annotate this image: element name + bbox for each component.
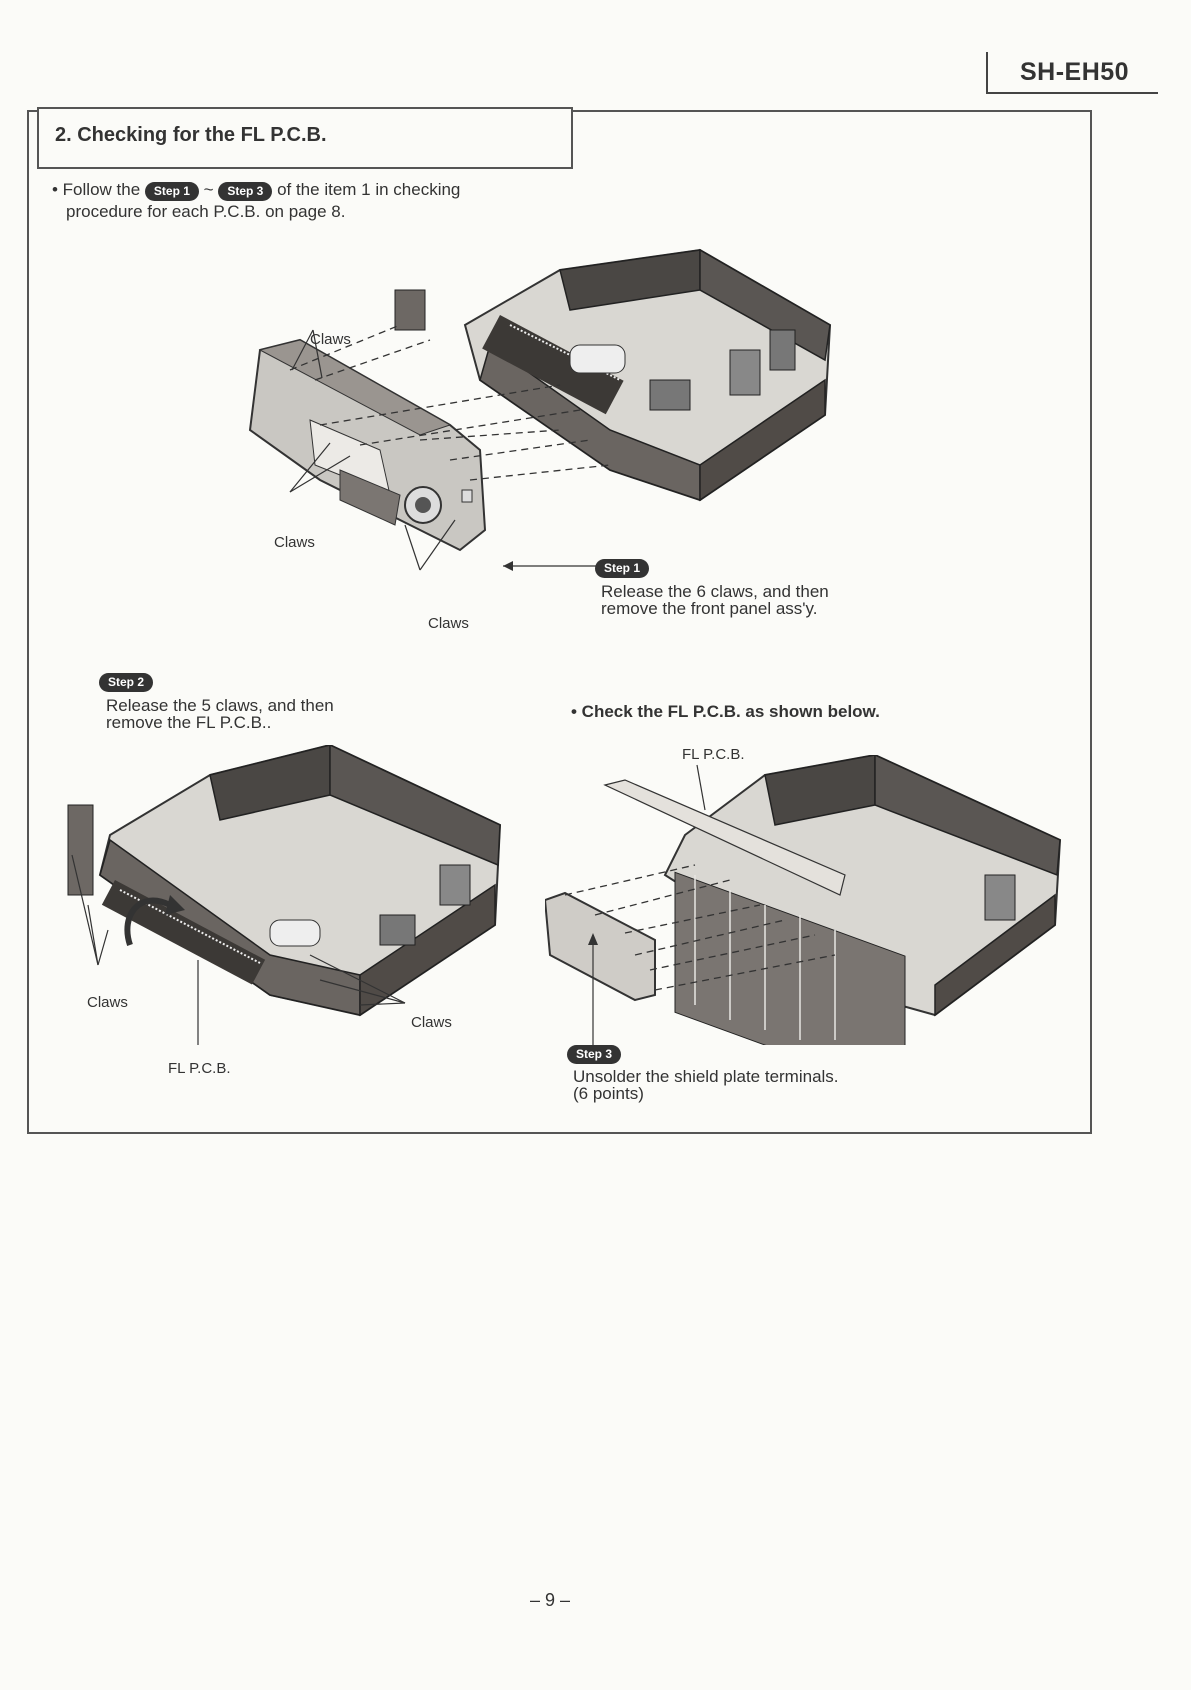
figure-3-step-badge: Step 3 [567, 1045, 621, 1064]
figure-3-heading: • Check the FL P.C.B. as shown below. [571, 702, 880, 721]
figure-2-step-badge: Step 2 [99, 673, 153, 692]
page-number: – 9 – [530, 1590, 571, 1610]
figure-1-step-badge: Step 1 [595, 559, 649, 578]
figure-1-step-badge-wrap [595, 559, 649, 578]
step-3-badge: Step 3 [218, 182, 272, 201]
figure-1-step-line-1: Release the 6 claws, and then [601, 582, 829, 601]
figure-3-step-line-1: Unsolder the shield plate terminals. [573, 1067, 839, 1086]
figure-3-fl-pcb-label: FL P.C.B. [682, 746, 745, 763]
figure-1-illustration [230, 230, 850, 640]
figure-2-step-line-2: remove the FL P.C.B.. [106, 713, 272, 732]
figure-3-step-line-2: (6 points) [573, 1084, 644, 1103]
figure-2-step-badge-wrap [99, 673, 153, 692]
claws-label-left: Claws [274, 534, 315, 551]
intro-line-1 [52, 179, 612, 201]
step-1-badge: Step 1 [145, 182, 199, 201]
figure-3-illustration [545, 755, 1070, 1045]
figure-2-fl-pcb-label: FL P.C.B. [168, 1060, 231, 1077]
intro-line-2: procedure for each P.C.B. on page 8. [66, 202, 346, 221]
claws-label-bottom: Claws [428, 615, 469, 632]
chassis-2-drawing [68, 745, 500, 1015]
claws-label-top: Claws [310, 331, 351, 348]
figure-2-step-line-1: Release the 5 claws, and then [106, 696, 334, 715]
chassis-3-drawing [665, 755, 1060, 1045]
shield-plate-drawing [545, 893, 655, 1000]
figure-3-step-badge-wrap [567, 1045, 621, 1064]
model-label: SH-EH50 [1020, 58, 1130, 86]
section-title: 2. Checking for the FL P.C.B. [55, 124, 327, 146]
figure-2-claws-right: Claws [411, 1014, 452, 1031]
figure-2-claws-left: Claws [87, 994, 128, 1011]
front-panel-drawing [250, 340, 485, 550]
intro-tilde: ~ [203, 180, 214, 199]
intro-suffix: of the item 1 in checking [277, 180, 461, 199]
intro-prefix: • Follow the [52, 180, 141, 199]
section-title-box-rule [37, 107, 573, 109]
figure-1-step-line-2: remove the front panel ass'y. [601, 599, 818, 618]
